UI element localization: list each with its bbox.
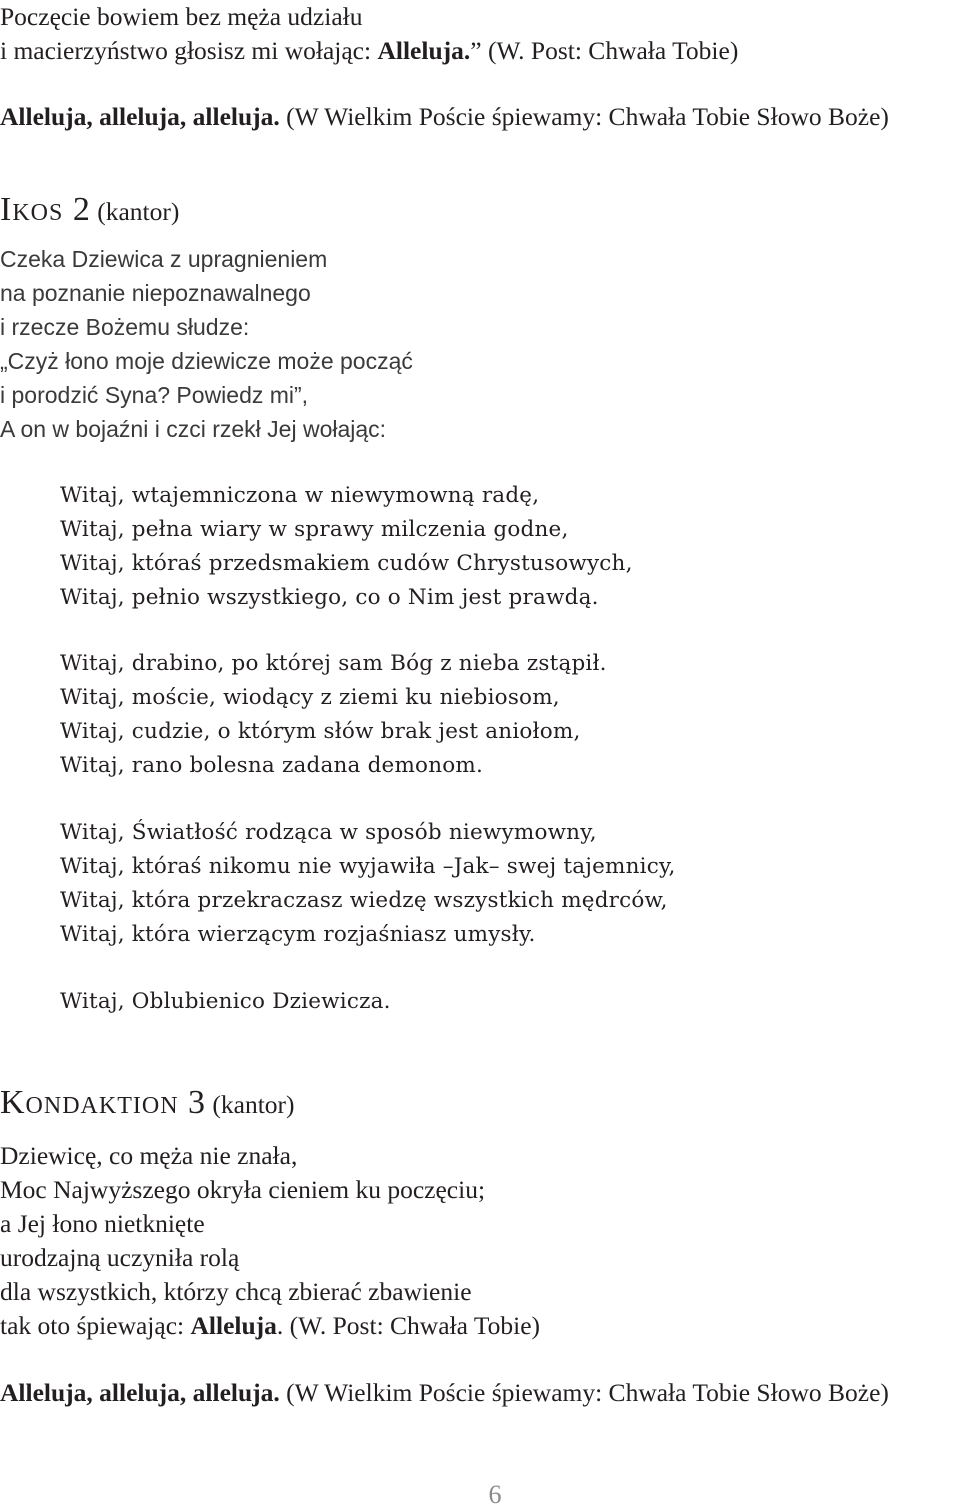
salutation-line: Witaj, rano bolesna zadana demonom. [60,753,484,778]
salutation-line: Witaj, wtajemniczona w niewymowną radę, [60,483,540,508]
salutation-closing: Witaj, Oblubienico Dziewicza. [60,989,391,1014]
salutation-line: Witaj, drabino, po której sam Bóg z nieba zstąpił. [60,651,607,676]
salutation-line: Witaj, która wierzącym rozjaśniasz umysły. [60,922,536,947]
salutation-line: Witaj, która przekraczasz wiedzę wszystkich mędrców, [60,888,668,913]
refrain-bold: Alleluja, alleluja, alleluja. [0,102,280,131]
ikos-line: na poznanie niepoznawalnego [0,280,311,306]
kondaktion-line: a Jej łono nietknięte [0,1209,205,1238]
ikos-line: Czeka Dziewica z upragnieniem [0,246,328,272]
ikos-title: Ikos 2 [0,191,91,228]
kondaktion-heading [0,1086,295,1120]
alleluja-text: Alleluja. [377,36,471,65]
salutation-line: Witaj, cudzie, o którym słów brak jest aniołom, [60,719,581,744]
salutation-line: Witaj, Światłość rodząca w sposób niewymowny, [60,820,597,845]
lent-note: . (W. Post: Chwała Tobie) [276,1311,541,1340]
kondaktion-note: (kantor) [206,1090,295,1119]
page-number: 6 [488,1480,502,1509]
alleluja-text: Alleluja [190,1311,277,1340]
refrain-note: (W Wielkim Poście śpiewamy: Chwała Tobie Słowo Boże) [279,1378,889,1407]
kondaktion-line: urodzajną uczyniła rolą [0,1243,240,1272]
salutation-line: Witaj, moście, wiodący z ziemi ku niebiosom, [60,685,560,710]
salutation-line: Witaj, pełna wiary w sprawy milczenia godne, [60,517,569,542]
kondaktion-line: Moc Najwyższego okryła cieniem ku poczęciu; [0,1175,486,1204]
verse-text: i macierzyństwo głosisz mi wołając: [0,36,378,65]
lent-note: ” (W. Post: Chwała Tobie) [470,36,739,65]
ikos-line: i rzecze Bożemu słudze: [0,314,250,340]
ikos-note: (kantor) [90,197,180,226]
salutation-line: Witaj, pełnio wszystkiego, co o Nim jest prawdą. [60,585,599,610]
kondaktion-line: dla wszystkich, którzy chcą zbierać zbawienie [0,1277,472,1306]
ikos-line: „Czyż łono moje dziewicze może począć [0,348,413,374]
verse-text: tak oto śpiewając: [0,1311,191,1340]
ikos-heading [0,193,179,227]
ikos-line: i porodzić Syna? Powiedz mi”, [0,382,309,408]
kondaktion-line [0,1313,540,1339]
refrain-note: (W Wielkim Poście śpiewamy: Chwała Tobie Słowo Boże) [279,102,889,131]
verse-line: Poczęcie bowiem bez męża udziału [0,2,363,31]
kondaktion-line: Dziewicę, co męża nie znała, [0,1141,298,1170]
refrain-bold: Alleluja, alleluja, alleluja. [0,1378,280,1407]
salutation-line: Witaj, któraś przedsmakiem cudów Chrystusowych, [60,551,633,576]
kondaktion-title: Kondaktion 3 [0,1084,207,1121]
verse-line [0,38,738,64]
refrain-line [0,1380,889,1406]
salutation-line: Witaj, któraś nikomu nie wyjawiła –Jak– swej tajemnicy, [60,854,676,879]
ikos-line: A on w bojaźni i czci rzekł Jej wołając: [0,416,387,442]
refrain-line [0,104,889,130]
